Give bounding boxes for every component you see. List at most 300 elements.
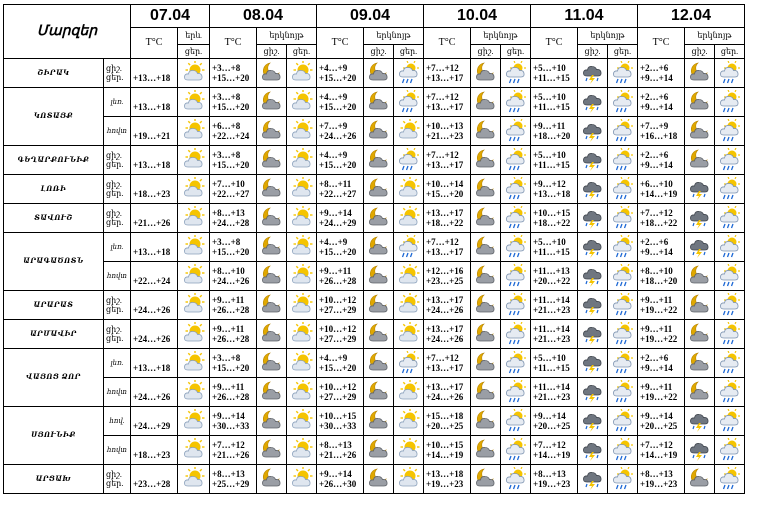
temp-cell: +7…+12 +13…+17 <box>424 233 471 262</box>
temp-cell: +23…+28 <box>131 465 178 494</box>
moon-cloud-icon <box>471 465 501 494</box>
sun-cloud-rain-icon <box>501 233 531 262</box>
temp-cell: +24…+26 <box>131 291 178 320</box>
temp-cell: +6…+10 +14…+19 <box>638 175 685 204</box>
moon-cloud-icon <box>257 407 287 436</box>
temp-cell: +7…+9 +16…+18 <box>638 117 685 146</box>
date-header: 09.04 <box>317 5 424 28</box>
zone-label: լեռ. <box>104 88 131 117</box>
storm-cloud-icon <box>578 175 608 204</box>
moon-cloud-icon <box>685 117 715 146</box>
sun-cloud-icon <box>287 436 317 465</box>
sun-cloud-rain-icon <box>715 204 745 233</box>
date-header: 12.04 <box>638 5 745 28</box>
table-row <box>4 204 745 233</box>
temp-header: T°C <box>638 28 685 59</box>
sun-cloud-icon <box>287 320 317 349</box>
storm-cloud-icon <box>578 320 608 349</box>
sky-header: երկնոյթ <box>471 28 531 45</box>
sun-cloud-icon <box>178 407 210 436</box>
moon-cloud-icon <box>471 349 501 378</box>
forecast-body <box>4 59 745 494</box>
table-row <box>4 465 745 494</box>
sun-cloud-icon <box>287 291 317 320</box>
moon-cloud-icon <box>685 88 715 117</box>
sun-cloud-icon <box>178 146 210 175</box>
moon-cloud-icon <box>471 88 501 117</box>
temp-cell: +2…+6 +9…+14 <box>638 233 685 262</box>
region-name: ԱՐՄԱՎԻՐ <box>4 320 104 349</box>
moon-cloud-icon <box>364 407 394 436</box>
sun-cloud-icon <box>178 233 210 262</box>
day-label: ցիշ. <box>257 45 287 59</box>
sun-cloud-icon <box>287 88 317 117</box>
sun-cloud-rain-icon <box>501 436 531 465</box>
temp-cell: +13…+17 +24…+26 <box>424 291 471 320</box>
moon-cloud-icon <box>257 59 287 88</box>
temp-cell: +7…+12 +13…+17 <box>424 349 471 378</box>
region-name: ԼՈՌԻ <box>4 175 104 204</box>
forecast-table <box>3 4 745 494</box>
sun-cloud-rain-icon <box>501 117 531 146</box>
sun-cloud-rain-icon <box>608 88 638 117</box>
moon-cloud-icon <box>257 320 287 349</box>
storm-cloud-icon <box>685 233 715 262</box>
region-name: ԳԵՂԱՐՔՈՒՆԻՔ <box>4 146 104 175</box>
moon-cloud-icon <box>685 59 715 88</box>
sun-cloud-icon <box>394 436 424 465</box>
temp-cell: +9…+11 +19…+22 <box>638 378 685 407</box>
table-row <box>4 262 745 291</box>
sun-cloud-icon <box>394 262 424 291</box>
sun-cloud-rain-icon <box>715 262 745 291</box>
temp-cell: +24…+26 <box>131 320 178 349</box>
temp-cell: +8…+10 +18…+20 <box>638 262 685 291</box>
temp-cell: +7…+12 +14…+19 <box>638 436 685 465</box>
night-label: ցեր. <box>287 45 317 59</box>
temp-cell: +24…+26 <box>131 378 178 407</box>
temp-cell: +7…+12 +13…+17 <box>424 146 471 175</box>
zone-label: հով. <box>104 407 131 436</box>
temp-cell: +3…+8 +15…+20 <box>210 233 257 262</box>
storm-cloud-icon <box>578 436 608 465</box>
temp-cell: +3…+8 +15…+20 <box>210 59 257 88</box>
region-name: ԿՈՏԱՅՔ <box>4 88 104 146</box>
sun-cloud-rain-icon <box>501 262 531 291</box>
table-row <box>4 117 745 146</box>
sun-cloud-icon <box>394 378 424 407</box>
temp-cell: +3…+8 +15…+20 <box>210 146 257 175</box>
moon-cloud-icon <box>471 407 501 436</box>
temp-cell: +11…+14 +21…+23 <box>531 378 578 407</box>
zone-label: հովտ <box>104 262 131 291</box>
night-label: ցեր. <box>501 45 531 59</box>
moon-cloud-icon <box>257 465 287 494</box>
temp-cell: +8…+13 +19…+23 <box>531 465 578 494</box>
temp-cell: +2…+6 +9…+14 <box>638 59 685 88</box>
temp-cell: +8…+13 +21…+26 <box>317 436 364 465</box>
sun-cloud-icon <box>178 436 210 465</box>
table-row <box>4 349 745 378</box>
storm-cloud-icon <box>578 146 608 175</box>
temp-cell: +15…+18 +20…+25 <box>424 407 471 436</box>
table-row <box>4 291 745 320</box>
sky-header: երկնոյթ <box>257 28 317 45</box>
table-row <box>4 407 745 436</box>
storm-cloud-icon <box>578 349 608 378</box>
sun-cloud-rain-icon <box>501 204 531 233</box>
temp-cell: +5…+10 +11…+15 <box>531 349 578 378</box>
night-label: ցեր. <box>608 45 638 59</box>
sun-cloud-icon <box>287 117 317 146</box>
sun-cloud-rain-icon <box>394 59 424 88</box>
moon-cloud-icon <box>471 378 501 407</box>
sun-cloud-rain-icon <box>501 378 531 407</box>
sun-cloud-rain-icon <box>501 88 531 117</box>
moon-cloud-icon <box>471 175 501 204</box>
day-label: ցիշ. <box>364 45 394 59</box>
temp-cell: +13…+17 +24…+26 <box>424 320 471 349</box>
sun-cloud-icon <box>178 378 210 407</box>
temp-cell: +10…+12 +27…+29 <box>317 291 364 320</box>
sun-cloud-icon <box>287 146 317 175</box>
moon-cloud-icon <box>364 88 394 117</box>
sun-cloud-rain-icon <box>608 59 638 88</box>
storm-cloud-icon <box>578 262 608 291</box>
storm-cloud-icon <box>578 117 608 146</box>
moon-cloud-icon <box>257 204 287 233</box>
day-label: ցիշ. <box>471 45 501 59</box>
temp-cell: +4…+9 +15…+20 <box>317 233 364 262</box>
day-label: ցիշ. <box>578 45 608 59</box>
sun-cloud-rain-icon <box>608 436 638 465</box>
table-row <box>4 88 745 117</box>
daynight-labels: ցիշ. ցեր. <box>104 204 131 233</box>
sun-cloud-icon <box>287 407 317 436</box>
day-label: ցիշ. <box>685 45 715 59</box>
moon-cloud-icon <box>257 88 287 117</box>
moon-cloud-icon <box>471 320 501 349</box>
temp-cell: +13…+17 +18…+22 <box>424 204 471 233</box>
moon-cloud-icon <box>685 465 715 494</box>
storm-cloud-icon <box>578 465 608 494</box>
sun-cloud-icon <box>287 175 317 204</box>
sky-header: երկնոյթ <box>364 28 424 45</box>
temp-cell: +2…+6 +9…+14 <box>638 349 685 378</box>
moon-cloud-icon <box>257 146 287 175</box>
temp-cell: +6…+8 +22…+24 <box>210 117 257 146</box>
temp-cell: +9…+11 +26…+28 <box>210 291 257 320</box>
sun-cloud-icon <box>178 465 210 494</box>
sun-cloud-icon <box>178 262 210 291</box>
sun-cloud-icon <box>394 291 424 320</box>
sun-cloud-icon <box>394 320 424 349</box>
moon-cloud-icon <box>257 117 287 146</box>
moon-cloud-icon <box>685 262 715 291</box>
moon-cloud-icon <box>685 146 715 175</box>
moon-cloud-icon <box>364 320 394 349</box>
storm-cloud-icon <box>578 233 608 262</box>
temp-cell: +13…+18 <box>131 349 178 378</box>
temp-cell: +9…+12 +13…+18 <box>531 175 578 204</box>
sun-cloud-rain-icon <box>715 88 745 117</box>
sun-cloud-icon <box>178 349 210 378</box>
moon-cloud-icon <box>257 291 287 320</box>
temp-cell: +3…+8 +15…+20 <box>210 349 257 378</box>
sun-cloud-rain-icon <box>608 262 638 291</box>
daynight-labels: ցիշ. ցեր. <box>104 59 131 88</box>
sun-cloud-rain-icon <box>715 378 745 407</box>
moon-cloud-icon <box>364 262 394 291</box>
temp-cell: +11…+14 +21…+23 <box>531 291 578 320</box>
temp-cell: +5…+10 +11…+15 <box>531 146 578 175</box>
temp-header: T°C <box>531 28 578 59</box>
temp-cell: +9…+11 +26…+28 <box>317 262 364 291</box>
sun-cloud-rain-icon <box>715 291 745 320</box>
temp-cell: +10…+12 +27…+29 <box>317 378 364 407</box>
sun-cloud-icon <box>287 378 317 407</box>
temp-cell: +10…+14 +15…+20 <box>424 175 471 204</box>
sun-cloud-icon <box>394 204 424 233</box>
region-name: ՍՅՈՒՆԻՔ <box>4 407 104 465</box>
zone-label: լեռ. <box>104 349 131 378</box>
temp-cell: +9…+11 +26…+28 <box>210 378 257 407</box>
temp-header: T°C <box>317 28 364 59</box>
moon-cloud-icon <box>471 146 501 175</box>
temp-cell: +5…+10 +11…+15 <box>531 88 578 117</box>
sun-cloud-icon <box>287 204 317 233</box>
temp-cell: +13…+18 <box>131 233 178 262</box>
moon-cloud-icon <box>471 262 501 291</box>
table-row <box>4 175 745 204</box>
temp-cell: +13…+18 <box>131 59 178 88</box>
temp-cell: +9…+14 +24…+29 <box>317 204 364 233</box>
temp-cell: +9…+11 +26…+28 <box>210 320 257 349</box>
storm-cloud-icon <box>685 407 715 436</box>
night-label: ցեր. <box>178 45 210 59</box>
moon-cloud-icon <box>364 59 394 88</box>
storm-cloud-icon <box>578 291 608 320</box>
sky-header: երկնոյթ <box>685 28 745 45</box>
sun-cloud-rain-icon <box>715 349 745 378</box>
zone-label: հովտ <box>104 436 131 465</box>
date-header-row <box>4 5 745 28</box>
region-name: ՏԱՎՈՒՇ <box>4 204 104 233</box>
sun-cloud-rain-icon <box>715 465 745 494</box>
sun-cloud-rain-icon <box>715 320 745 349</box>
temp-cell: +9…+11 +19…+22 <box>638 291 685 320</box>
moon-cloud-icon <box>257 378 287 407</box>
temp-cell: +24…+29 <box>131 407 178 436</box>
temp-cell: +8…+13 +24…+28 <box>210 204 257 233</box>
sun-cloud-rain-icon <box>501 465 531 494</box>
temp-cell: +8…+13 +25…+29 <box>210 465 257 494</box>
sun-cloud-icon <box>287 349 317 378</box>
sun-cloud-rain-icon <box>608 233 638 262</box>
sun-cloud-rain-icon <box>608 117 638 146</box>
temp-cell: +2…+6 +9…+14 <box>638 146 685 175</box>
temp-cell: +8…+13 +19…+23 <box>638 465 685 494</box>
temp-cell: +13…+18 +19…+23 <box>424 465 471 494</box>
temp-cell: +9…+14 +20…+25 <box>638 407 685 436</box>
moon-cloud-icon <box>685 378 715 407</box>
temp-cell: +7…+12 +13…+17 <box>424 88 471 117</box>
temp-cell: +21…+26 <box>131 204 178 233</box>
region-name: ՇԻՐԱԿ <box>4 59 104 88</box>
moon-cloud-icon <box>364 436 394 465</box>
sun-cloud-icon <box>287 465 317 494</box>
temp-cell: +7…+10 +22…+27 <box>210 175 257 204</box>
table-row <box>4 233 745 262</box>
daynight-labels: ցիշ. ցեր. <box>104 320 131 349</box>
moon-cloud-icon <box>364 233 394 262</box>
temp-cell: +5…+10 +11…+15 <box>531 59 578 88</box>
temp-cell: +22…+24 <box>131 262 178 291</box>
temp-cell: +7…+12 +14…+19 <box>531 436 578 465</box>
temp-header: T°C <box>210 28 257 59</box>
sun-cloud-icon <box>178 175 210 204</box>
region-name: ԱՐՑԱԽ <box>4 465 104 494</box>
moon-cloud-icon <box>364 465 394 494</box>
sun-cloud-icon <box>178 291 210 320</box>
temp-cell: +11…+13 +20…+22 <box>531 262 578 291</box>
sun-cloud-icon <box>178 204 210 233</box>
sun-cloud-icon <box>394 465 424 494</box>
temp-cell: +9…+14 +30…+33 <box>210 407 257 436</box>
temp-cell: +9…+11 +18…+20 <box>531 117 578 146</box>
temp-cell: +9…+11 +19…+22 <box>638 320 685 349</box>
moon-cloud-icon <box>685 291 715 320</box>
sun-cloud-rain-icon <box>608 465 638 494</box>
sun-cloud-rain-icon <box>608 175 638 204</box>
date-header: 10.04 <box>424 5 531 28</box>
moon-cloud-icon <box>364 146 394 175</box>
sky-header: երև <box>178 28 210 45</box>
sun-cloud-rain-icon <box>501 407 531 436</box>
temp-cell: +7…+12 +21…+26 <box>210 436 257 465</box>
table-row <box>4 436 745 465</box>
temp-cell: +7…+12 +13…+17 <box>424 59 471 88</box>
sun-cloud-icon <box>394 175 424 204</box>
moon-cloud-icon <box>257 436 287 465</box>
table-row <box>4 146 745 175</box>
temp-cell: +18…+23 <box>131 436 178 465</box>
table-row <box>4 320 745 349</box>
temp-cell: +13…+18 <box>131 88 178 117</box>
moon-cloud-icon <box>364 117 394 146</box>
moon-cloud-icon <box>471 204 501 233</box>
sun-cloud-rain-icon <box>394 349 424 378</box>
moon-cloud-icon <box>364 204 394 233</box>
daynight-labels: ցիշ. ցեր. <box>104 146 131 175</box>
storm-cloud-icon <box>578 88 608 117</box>
temp-cell: +7…+9 +24…+26 <box>317 117 364 146</box>
storm-cloud-icon <box>685 175 715 204</box>
date-header: 08.04 <box>210 5 317 28</box>
sun-cloud-icon <box>287 233 317 262</box>
temp-cell: +5…+10 +11…+15 <box>531 233 578 262</box>
sun-cloud-rain-icon <box>501 175 531 204</box>
storm-cloud-icon <box>578 59 608 88</box>
sun-cloud-rain-icon <box>394 146 424 175</box>
night-label: ցեր. <box>715 45 745 59</box>
sun-cloud-rain-icon <box>715 117 745 146</box>
sun-cloud-icon <box>178 117 210 146</box>
storm-cloud-icon <box>578 407 608 436</box>
sun-cloud-rain-icon <box>715 146 745 175</box>
sun-cloud-rain-icon <box>608 320 638 349</box>
sun-cloud-rain-icon <box>501 320 531 349</box>
moon-cloud-icon <box>685 320 715 349</box>
sun-cloud-rain-icon <box>608 349 638 378</box>
table-row <box>4 378 745 407</box>
moon-cloud-icon <box>364 349 394 378</box>
zone-label: հովտ <box>104 378 131 407</box>
moon-cloud-icon <box>257 349 287 378</box>
temp-cell: +3…+8 +15…+20 <box>210 88 257 117</box>
temp-cell: +9…+14 +20…+25 <box>531 407 578 436</box>
storm-cloud-icon <box>685 204 715 233</box>
moon-cloud-icon <box>364 378 394 407</box>
temp-header: T°C <box>131 28 178 59</box>
temp-cell: +9…+14 +26…+30 <box>317 465 364 494</box>
storm-cloud-icon <box>578 204 608 233</box>
sun-cloud-rain-icon <box>608 291 638 320</box>
temp-cell: +10…+15 +18…+22 <box>531 204 578 233</box>
sun-cloud-rain-icon <box>394 233 424 262</box>
sun-cloud-icon <box>178 320 210 349</box>
sun-cloud-icon <box>394 407 424 436</box>
zone-label: հովտ <box>104 117 131 146</box>
date-header: 11.04 <box>531 5 638 28</box>
regions-header: Մարզեր <box>4 5 131 59</box>
moon-cloud-icon <box>257 175 287 204</box>
sun-cloud-rain-icon <box>715 59 745 88</box>
region-name: ԱՐԱԳԱԾՈՏՆ <box>4 233 104 291</box>
temp-cell: +19…+21 <box>131 117 178 146</box>
sun-cloud-rain-icon <box>501 146 531 175</box>
temp-cell: +10…+13 +21…+23 <box>424 117 471 146</box>
region-name: ՎԱՅՈՑ ՁՈՐ <box>4 349 104 407</box>
sun-cloud-rain-icon <box>715 407 745 436</box>
moon-cloud-icon <box>257 233 287 262</box>
temp-cell: +10…+15 +30…+33 <box>317 407 364 436</box>
temp-cell: +8…+10 +24…+26 <box>210 262 257 291</box>
sun-cloud-rain-icon <box>394 88 424 117</box>
temp-cell: +13…+18 <box>131 146 178 175</box>
sun-cloud-rain-icon <box>608 146 638 175</box>
night-label: ցեր. <box>394 45 424 59</box>
sun-cloud-rain-icon <box>715 233 745 262</box>
moon-cloud-icon <box>364 175 394 204</box>
sun-cloud-rain-icon <box>608 378 638 407</box>
sun-cloud-rain-icon <box>608 204 638 233</box>
sun-cloud-rain-icon <box>608 407 638 436</box>
sun-cloud-rain-icon <box>715 175 745 204</box>
sun-cloud-icon <box>178 88 210 117</box>
moon-cloud-icon <box>364 291 394 320</box>
region-name: ԱՐԱՐԱՏ <box>4 291 104 320</box>
temp-cell: +4…+9 +15…+20 <box>317 146 364 175</box>
temp-cell: +10…+15 +14…+19 <box>424 436 471 465</box>
temp-cell: +4…+9 +15…+20 <box>317 88 364 117</box>
temp-header: T°C <box>424 28 471 59</box>
daynight-labels: ցիշ. ցեր. <box>104 175 131 204</box>
moon-cloud-icon <box>471 436 501 465</box>
temp-cell: +18…+23 <box>131 175 178 204</box>
temp-cell: +7…+12 +18…+22 <box>638 204 685 233</box>
daynight-labels: ցիշ. ցեր. <box>104 291 131 320</box>
